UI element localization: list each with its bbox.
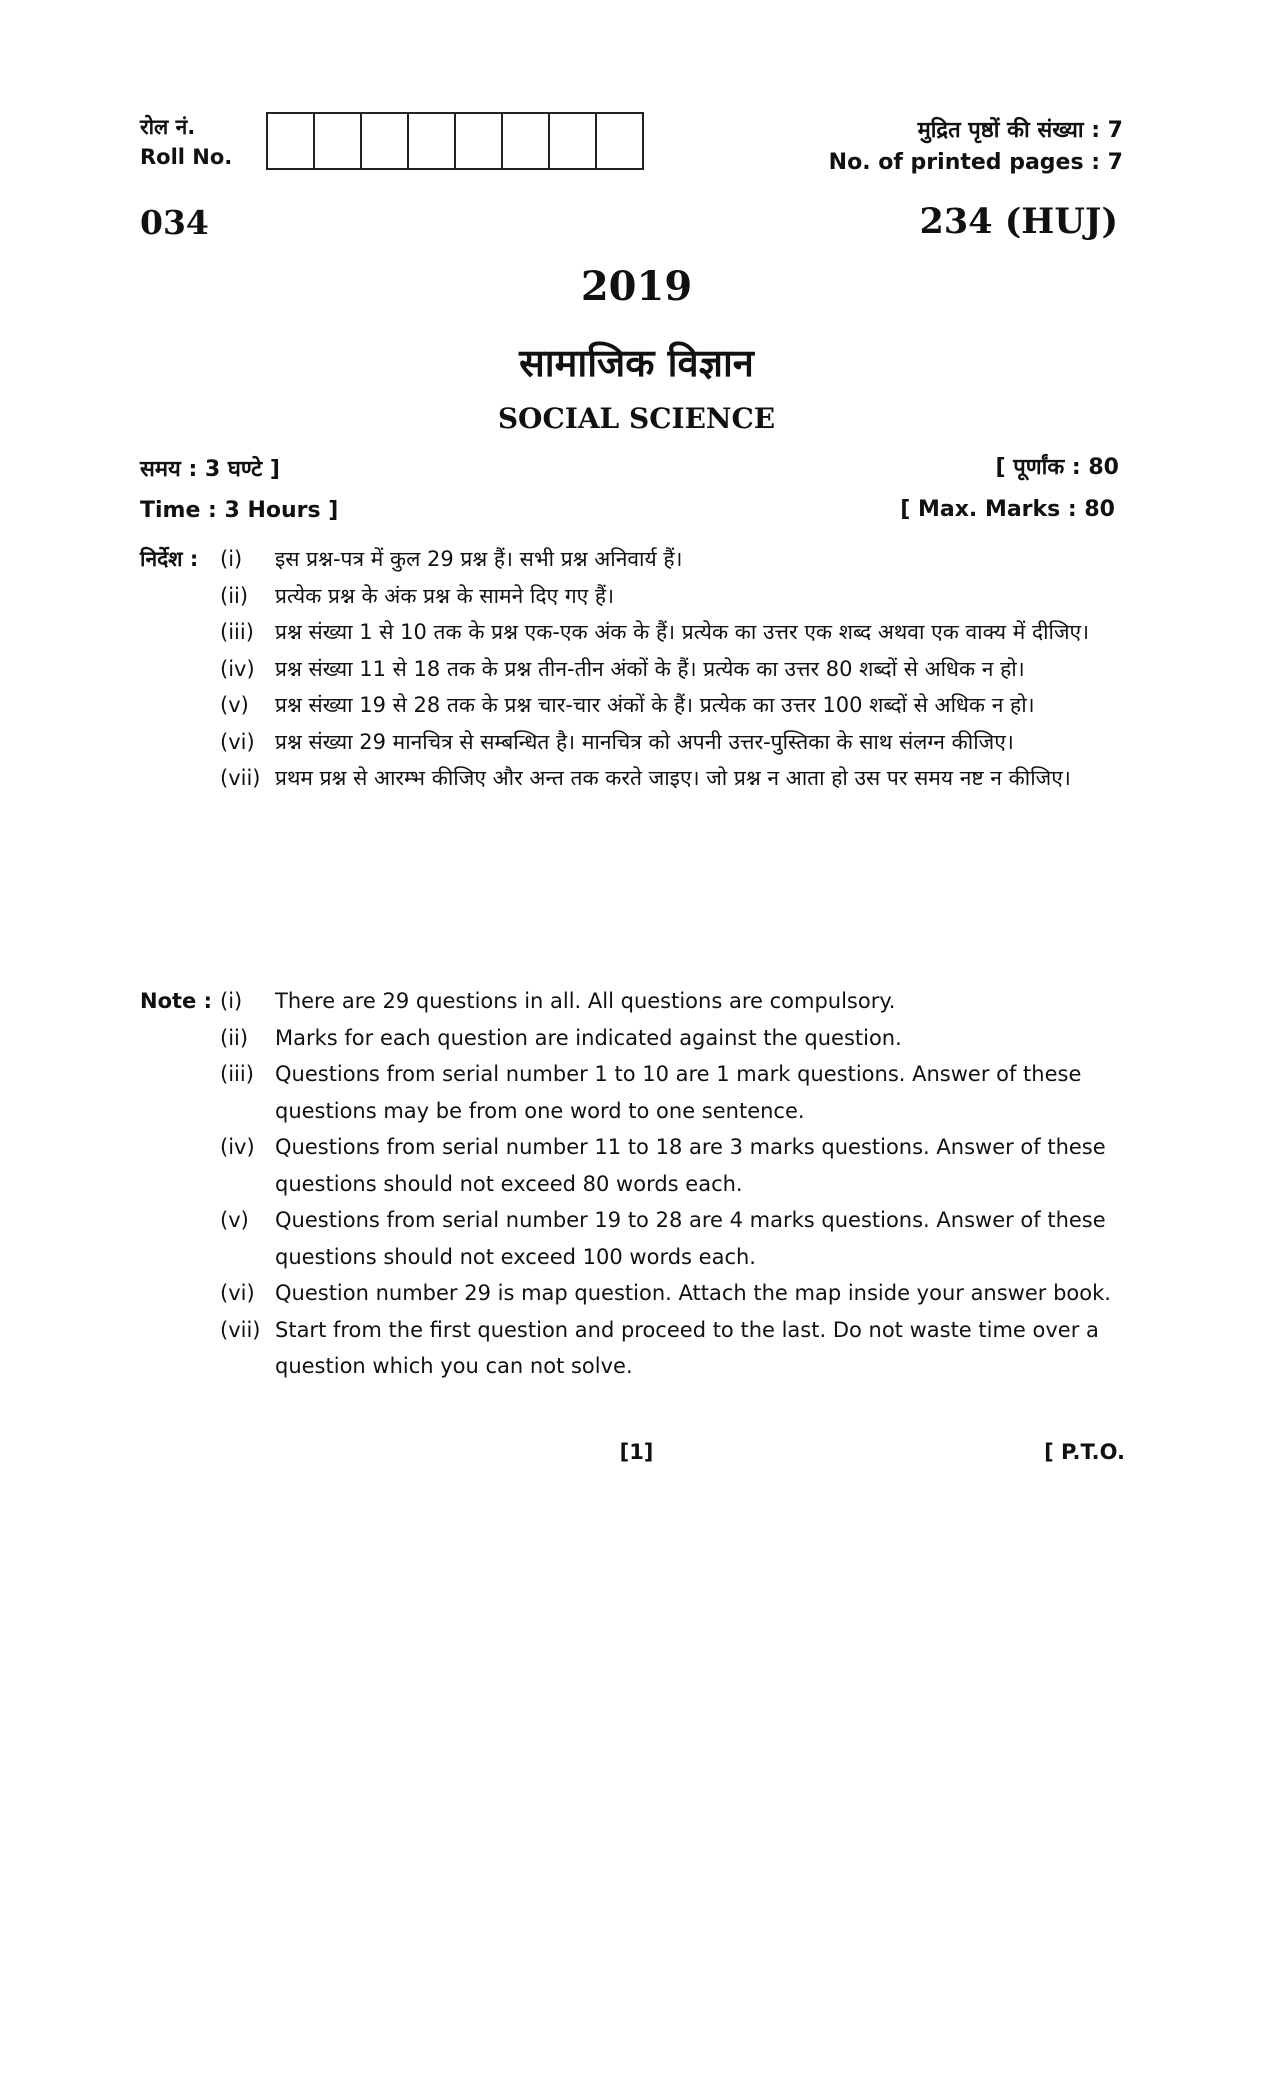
roll-box — [503, 114, 550, 168]
note-item — [140, 1275, 1130, 1312]
printed-pages-info — [829, 115, 1123, 179]
instruction-text: प्रश्न संख्या 29 मानचित्र से सम्बन्धित है। मानचित्र को अपनी उत्तर-पुस्तिका के साथ संलग्न कीजिए। — [275, 729, 1014, 754]
roll-number-label — [140, 112, 232, 172]
instruction-item — [140, 687, 1130, 724]
note-item — [140, 1312, 1130, 1385]
note-text: Questions from serial number 11 to 18 are 3 marks questions. Answer of these questions should not exceed 80 words each. — [275, 1135, 1106, 1196]
instruction-number: (ii) — [220, 583, 249, 608]
roll-box — [456, 114, 503, 168]
instruction-text: प्रश्न संख्या 1 से 10 तक के प्रश्न एक-एक अंक के हैं। प्रत्येक का उत्तर एक शब्द अथवा एक वाक्य में दीजिए। — [275, 620, 1090, 644]
instruction-number: (i) — [220, 547, 243, 571]
max-marks-hindi: [ पूर्णांक : 80 — [995, 455, 1119, 480]
subject-title-english: SOCIAL SCIENCE — [497, 402, 776, 435]
note-number: (vii) — [220, 1317, 261, 1342]
instruction-text: प्रश्न संख्या 11 से 18 तक के प्रश्न तीन-तीन अंकों के हैं। प्रत्येक का उत्तर 80 शब्दों से अधिक न हो। — [275, 656, 1025, 681]
roll-box — [409, 114, 456, 168]
page-number: [1] — [619, 1440, 654, 1464]
exam-year: 2019 — [580, 263, 693, 310]
instructions-english — [140, 983, 1130, 1385]
note-text: Questions from serial number 1 to 10 are 1 mark questions. Answer of these questions may be from one word to one sentence. — [275, 1062, 1082, 1123]
note-item — [140, 1129, 1130, 1202]
note-text: Marks for each question are indicated against the question. — [275, 1025, 902, 1050]
roll-label-hindi: रोल नं. — [140, 115, 196, 139]
roll-label-english: Roll No. — [140, 145, 233, 169]
note-text: Question number 29 is map question. Attach the map inside your answer book. — [275, 1281, 1111, 1305]
instruction-item — [140, 760, 1130, 797]
note-text: Start from the first question and proceed to the last. Do not waste time over a question which you can not solve. — [275, 1317, 1099, 1378]
instruction-number: (v) — [220, 693, 249, 717]
note-number: (i) — [220, 989, 243, 1013]
roll-box — [362, 114, 409, 168]
note-number: (ii) — [220, 1025, 249, 1050]
roll-box — [550, 114, 597, 168]
time-hindi: समय : 3 घण्टे ] — [140, 457, 280, 482]
instruction-item — [140, 651, 1130, 688]
instruction-number: (vi) — [220, 729, 255, 754]
instruction-text: प्रथम प्रश्न से आरम्भ कीजिए और अन्त तक करते जाइए। जो प्रश्न न आता हो उस पर समय नष्ट न कीजिए। — [275, 766, 1071, 790]
time-english: Time : 3 Hours ] — [140, 498, 339, 523]
note-item — [140, 1020, 1130, 1057]
roll-box — [268, 114, 315, 168]
note-item — [140, 983, 1130, 1020]
paper-code-left: 034 — [140, 203, 209, 242]
roll-box — [597, 114, 644, 168]
instruction-item — [140, 578, 1130, 615]
note-text: There are 29 questions in all. All questions are compulsory. — [275, 989, 896, 1013]
note-item — [140, 1056, 1130, 1129]
instruction-item — [140, 724, 1130, 761]
instruction-item — [140, 614, 1130, 651]
instruction-number: (iv) — [220, 656, 255, 681]
instructions-hindi — [140, 541, 1130, 797]
note-heading: Note : — [140, 989, 212, 1013]
instruction-number: (vii) — [220, 766, 261, 790]
paper-code-right: 234 (HUJ) — [919, 201, 1118, 242]
subject-title-hindi: सामाजिक विज्ञान — [519, 341, 754, 385]
roll-box — [315, 114, 362, 168]
instruction-text: इस प्रश्न-पत्र में कुल 29 प्रश्न हैं। सभी प्रश्न अनिवार्य हैं। — [275, 547, 683, 571]
note-number: (iv) — [220, 1135, 255, 1159]
max-marks-english: [ Max. Marks : 80 — [900, 497, 1115, 522]
instruction-text: प्रत्येक प्रश्न के अंक प्रश्न के सामने दिए गए हैं। — [275, 583, 615, 608]
note-item — [140, 1202, 1130, 1275]
instruction-text: प्रश्न संख्या 19 से 28 तक के प्रश्न चार-चार अंकों के हैं। प्रत्येक का उत्तर 100 शब्दों से अधिक न हो। — [275, 693, 1035, 717]
printed-pages-english: No. of printed pages : 7 — [828, 150, 1123, 175]
note-text: Questions from serial number 19 to 28 are 4 marks questions. Answer of these questions should not exceed 100 words each. — [275, 1208, 1106, 1269]
instruction-item — [140, 541, 1130, 578]
roll-number-boxes — [266, 112, 644, 170]
note-number: (iii) — [220, 1062, 254, 1086]
printed-pages-hindi: मुद्रित पृष्ठों की संख्या : 7 — [917, 118, 1123, 143]
note-number: (v) — [220, 1208, 249, 1232]
instructions-heading: निर्देश : — [140, 547, 199, 571]
note-number: (vi) — [220, 1281, 255, 1305]
please-turn-over: [ P.T.O. — [1044, 1440, 1125, 1464]
instruction-number: (iii) — [220, 620, 254, 644]
